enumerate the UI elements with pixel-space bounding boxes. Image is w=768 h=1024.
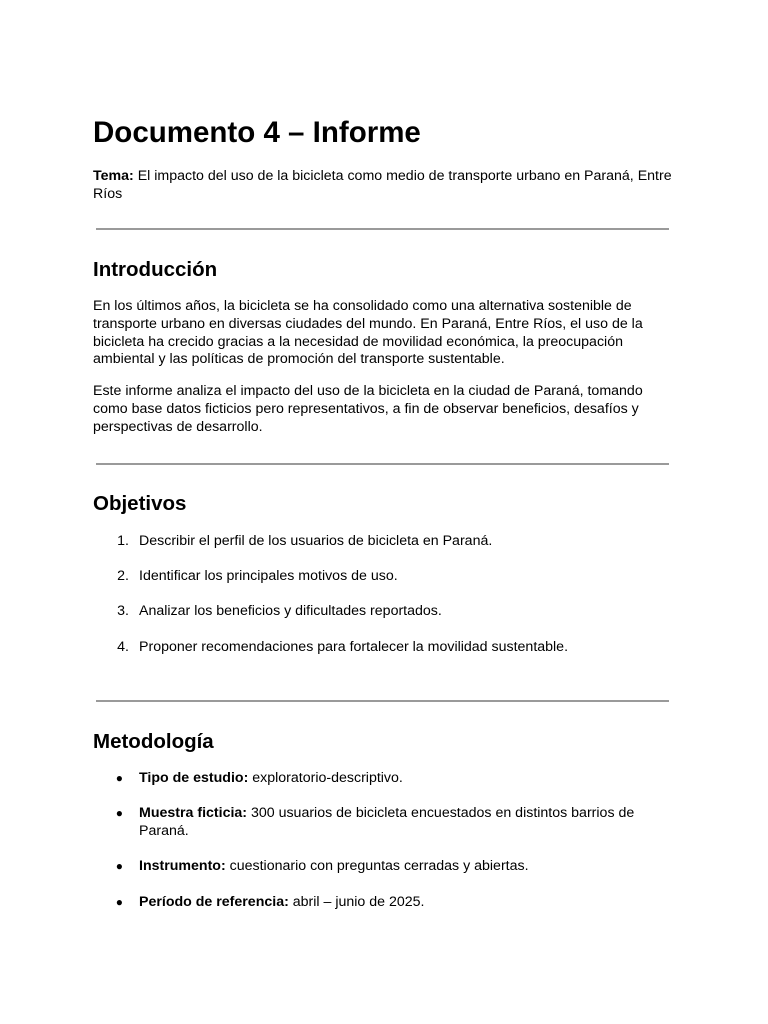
methodology-heading: Metodología (93, 730, 214, 753)
objective-text: Identificar los principales motivos de uso. (139, 568, 398, 584)
methodology-item (93, 805, 668, 841)
methodology-value: abril – junio de 2025. (288, 894, 425, 910)
methodology-item (93, 894, 668, 912)
methodology-item (93, 858, 668, 876)
document-title: Documento 4 – Informe (93, 116, 421, 149)
list-number: 2. (117, 568, 129, 584)
objective-item (93, 639, 668, 657)
section-divider (96, 700, 669, 702)
bullet-icon: ● (115, 771, 123, 785)
methodology-value: cuestionario con preguntas cerradas y abiertas. (225, 858, 529, 874)
bullet-icon: ● (115, 895, 123, 909)
methodology-label: Tipo de estudio: (139, 770, 249, 786)
introduction-paragraph: Este informe analiza el impacto del uso de la bicicleta en la ciudad de Paraná, tomando como base datos ficticios pero representativos, a fin de observar beneficios, desafíos y perspectivas de desarrollo. (93, 383, 643, 435)
bullet-icon: ● (115, 859, 123, 873)
topic-text: El impacto del uso de la bicicleta como medio de transporte urbano en Paraná, Entre Ríos (93, 168, 672, 202)
list-number: 1. (117, 533, 129, 549)
objective-text: Analizar los beneficios y dificultades reportados. (139, 603, 442, 619)
methodology-text (139, 858, 668, 876)
bullet-icon: ● (115, 806, 123, 820)
methodology-value: 300 usuarios de bicicleta encuestados en distintos barrios de Paraná. (139, 805, 635, 839)
methodology-label: Período de referencia: (139, 894, 289, 910)
introduction-heading: Introducción (93, 258, 218, 281)
objective-item (93, 603, 668, 621)
methodology-text (139, 805, 668, 841)
objective-item (93, 533, 668, 551)
list-number: 4. (117, 639, 129, 655)
list-number: 3. (117, 603, 129, 619)
topic-label: Tema: (93, 168, 134, 184)
methodology-value: exploratorio-descriptivo. (248, 770, 403, 786)
methodology-label: Muestra ficticia: (139, 805, 248, 821)
objective-item (93, 568, 668, 586)
methodology-item (93, 770, 668, 788)
objective-text: Describir el perfil de los usuarios de bicicleta en Paraná. (139, 533, 493, 549)
section-divider (96, 228, 669, 230)
methodology-label: Instrumento: (139, 858, 226, 874)
objective-text: Proponer recomendaciones para fortalecer la movilidad sustentable. (139, 639, 569, 655)
objectives-heading: Objetivos (93, 492, 187, 515)
topic-line (93, 167, 683, 203)
section-divider (96, 463, 669, 465)
methodology-text (139, 770, 668, 788)
introduction-paragraph: En los últimos años, la bicicleta se ha consolidado como una alternativa sostenible de transporte urbano en diversas ciudades del mundo. En Paraná, Entre Ríos, el uso de la bicicleta ha crecido gracias a la necesidad de movilidad económica, la preocupación ambiental y las políticas de promoción del transporte sustentable. (93, 298, 643, 368)
methodology-text (139, 894, 668, 912)
